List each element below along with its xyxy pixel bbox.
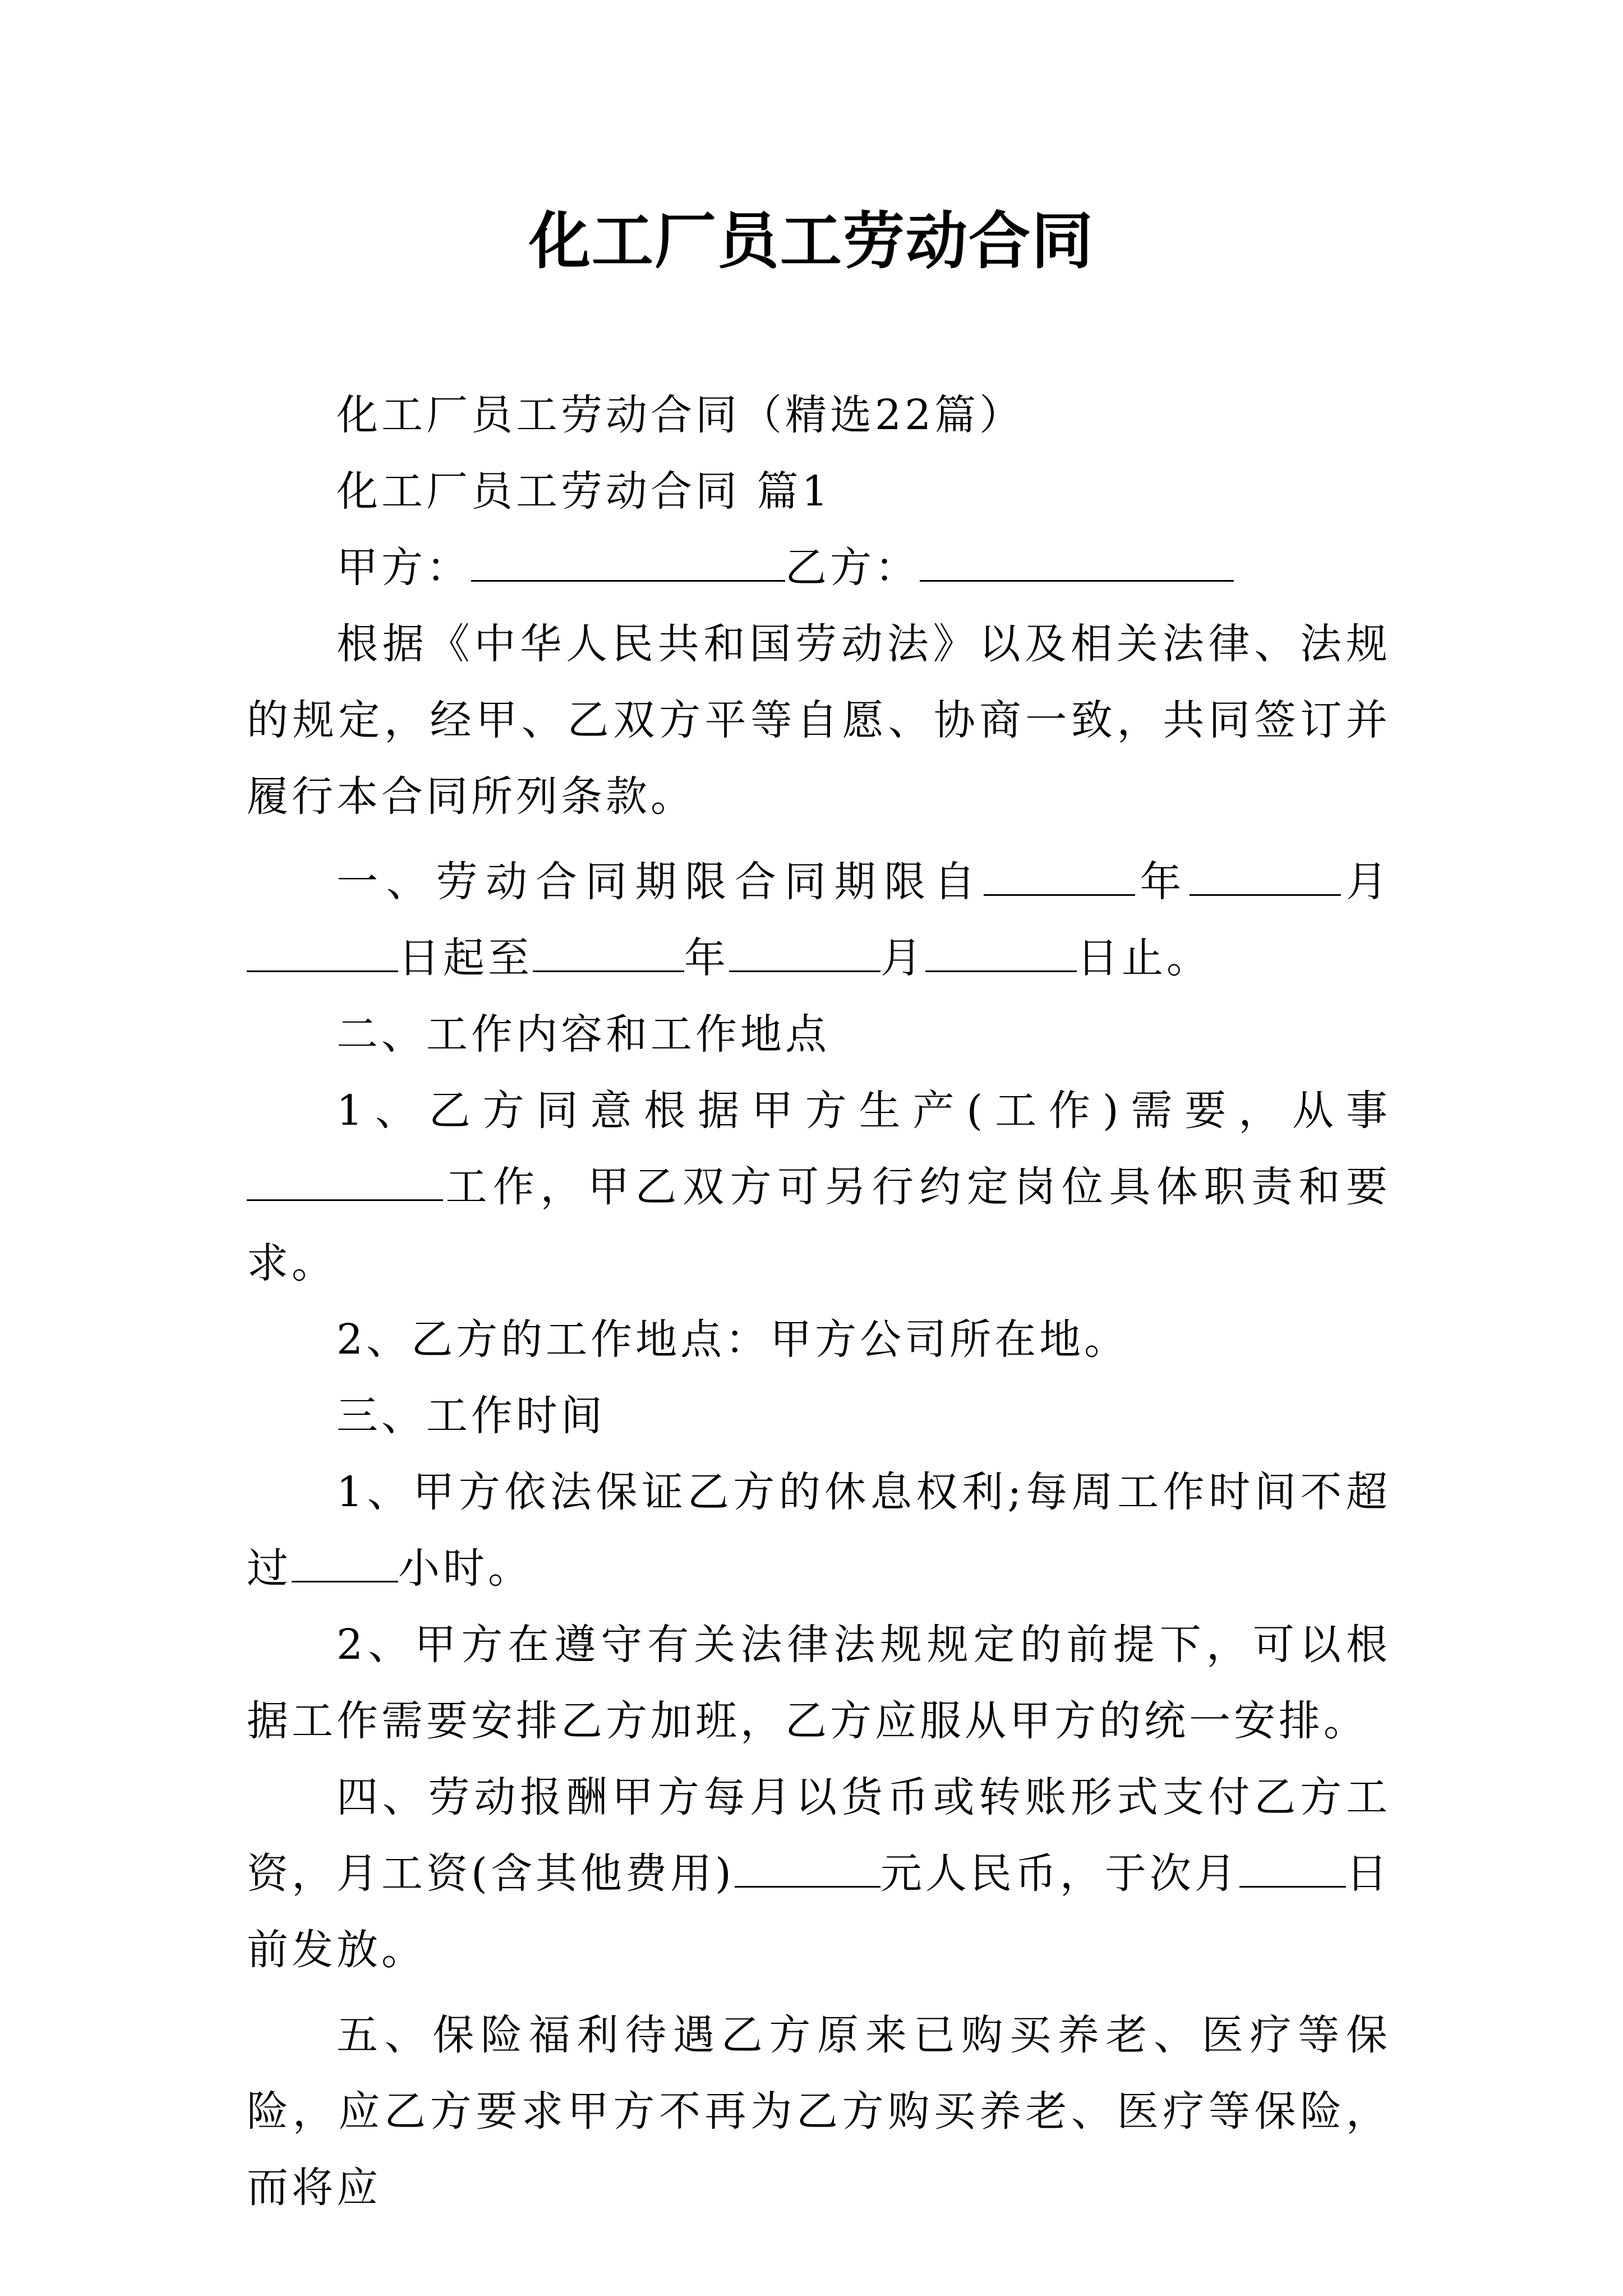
start-day-blank (247, 937, 398, 972)
work-heading: 二、工作内容和工作地点 (336, 1010, 830, 1059)
document-body (247, 377, 1391, 2226)
work-clause-2: 2、乙方的工作地点：甲方公司所在地。 (336, 1315, 1129, 1364)
insurance-paragraph: 五、保险福利待遇乙方原来已购买养老、医疗等保险，应乙方要求甲方不再为乙方购买养老、医疗等保险，而将应 (247, 2011, 1391, 2212)
pay-suffix: 日前发放。 (247, 1849, 1391, 1974)
end-year-blank (533, 937, 684, 972)
term-prefix: 一、劳动合同期限合同期限自 (336, 858, 984, 906)
term-year2-label: 年 (684, 934, 729, 982)
end-month-blank (729, 937, 880, 972)
party-b-blank (920, 546, 1234, 582)
document-title: 化工厂员工劳动合同 (529, 205, 1094, 277)
term-month-label: 月 (1341, 858, 1391, 906)
intro-paragraph: 根据《中华人民共和国劳动法》以及相关法律、法规的规定，经甲、乙双方平等自愿、协商一致，共同签订并履行本合同所列条款。 (247, 620, 1391, 821)
work-clause-1-prefix: 1、乙方同意根据甲方生产(工作)需要，从事 (336, 1087, 1391, 1135)
time-clause-1-prefix: 1、甲方依法保证乙方的休息权利;每周工作时间不超过 (247, 1468, 1391, 1593)
start-month-blank (1189, 861, 1341, 896)
document-subtitle: 化工厂员工劳动合同（精选22篇） (336, 391, 1025, 439)
end-day-blank (925, 937, 1077, 972)
pay-day-blank (1239, 1852, 1346, 1888)
time-clause-1 (247, 1454, 1391, 1607)
party-a-blank (471, 546, 785, 582)
party-a-label: 甲方： (336, 544, 471, 592)
term-day-end-label: 日止。 (1077, 934, 1211, 982)
term-year-label: 年 (1135, 858, 1190, 906)
hours-blank (292, 1547, 398, 1582)
time-clause-2: 2、甲方在遵守有关法律法规规定的前提下，可以根据工作需要安排乙方加班，乙方应服从甲方的统一安排。 (247, 1621, 1391, 1745)
term-day-to-label: 日起至 (398, 934, 533, 982)
work-clause-1-suffix: 工作，甲乙双方可另行约定岗位具体职责和要求。 (247, 1163, 1391, 1287)
parties-line (247, 530, 1391, 606)
time-heading: 三、工作时间 (336, 1392, 606, 1440)
start-year-blank (984, 861, 1135, 896)
time-clause-1-suffix: 小时。 (398, 1544, 533, 1593)
work-clause-1 (247, 1073, 1391, 1301)
pay-paragraph (247, 1759, 1391, 1988)
term-paragraph (247, 844, 1391, 996)
pay-middle: 元人民币，于次月 (880, 1849, 1239, 1898)
job-blank (247, 1166, 443, 1201)
term-month2-label: 月 (880, 934, 925, 982)
pay-prefix: 四、劳动报酬甲方每月以货币或转账形式支付乙方工资，月工资(含其他费用) (247, 1773, 1391, 1898)
section-heading: 化工厂员工劳动合同 篇1 (336, 467, 832, 516)
party-b-label: 乙方： (785, 544, 920, 592)
salary-blank (735, 1852, 880, 1888)
